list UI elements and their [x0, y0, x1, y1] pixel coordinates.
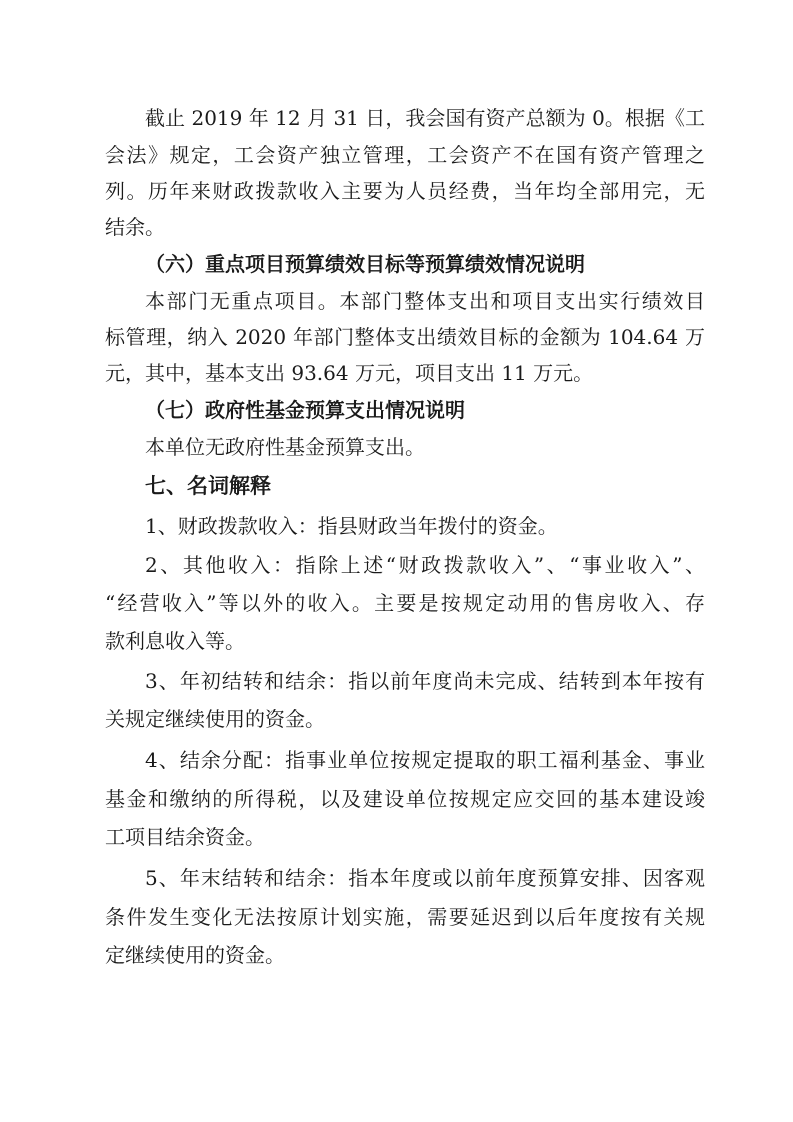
paragraph-line: 截止 2019 年 12 月 31 日，我会国有资产总额为 0。根据《工	[145, 106, 705, 130]
term-line: 5、年末结转和结余：指本年度或以前年度预算安排、因客观	[145, 866, 705, 890]
section-title-7: （七）政府性基金预算支出情况说明	[145, 398, 465, 422]
term-line: “经营收入”等以外的收入。主要是按规定动用的售房收入、存	[105, 591, 705, 615]
term-line: 基金和缴纳的所得税，以及建设单位按规定应交回的基本建设竣	[105, 787, 705, 811]
paragraph-line: 结余。	[105, 215, 165, 239]
term-line: 4、结余分配：指事业单位按规定提取的职工福利基金、事业	[145, 748, 705, 772]
term-line: 2、其他收入：指除上述“财政拨款收入”、“事业收入”、	[145, 553, 705, 577]
term-line: 条件发生变化无法按原计划实施，需要延迟到以后年度按有关规	[105, 905, 705, 929]
paragraph-line: 本单位无政府性基金预算支出。	[145, 435, 425, 459]
term-line: 款利息收入等。	[105, 629, 245, 653]
section-title-6: （六）重点项目预算绩效目标等预算绩效情况说明	[145, 252, 585, 276]
term-line: 3、年初结转和结余：指以前年度尚未完成、结转到本年按有	[145, 669, 705, 693]
term-line: 1、财政拨款收入：指县财政当年拨付的资金。	[145, 514, 558, 538]
paragraph-line: 本部门无重点项目。本部门整体支出和项目支出实行绩效目	[145, 289, 705, 313]
term-line: 定继续使用的资金。	[105, 943, 285, 967]
paragraph-line: 标管理，纳入 2020 年部门整体支出绩效目标的金额为 104.64 万	[105, 325, 705, 349]
paragraph-line: 会法》规定，工会资产独立管理，工会资产不在国有资产管理之	[105, 143, 705, 167]
term-line: 关规定继续使用的资金。	[105, 707, 325, 731]
paragraph-line: 列。历年来财政拨款收入主要为人员经费，当年均全部用完，无	[105, 179, 705, 203]
paragraph-line: 元，其中，基本支出 93.64 万元，项目支出 11 万元。	[105, 361, 594, 385]
chapter-title: 七、名词解释	[145, 474, 271, 498]
term-line: 工项目结余资金。	[105, 825, 265, 849]
